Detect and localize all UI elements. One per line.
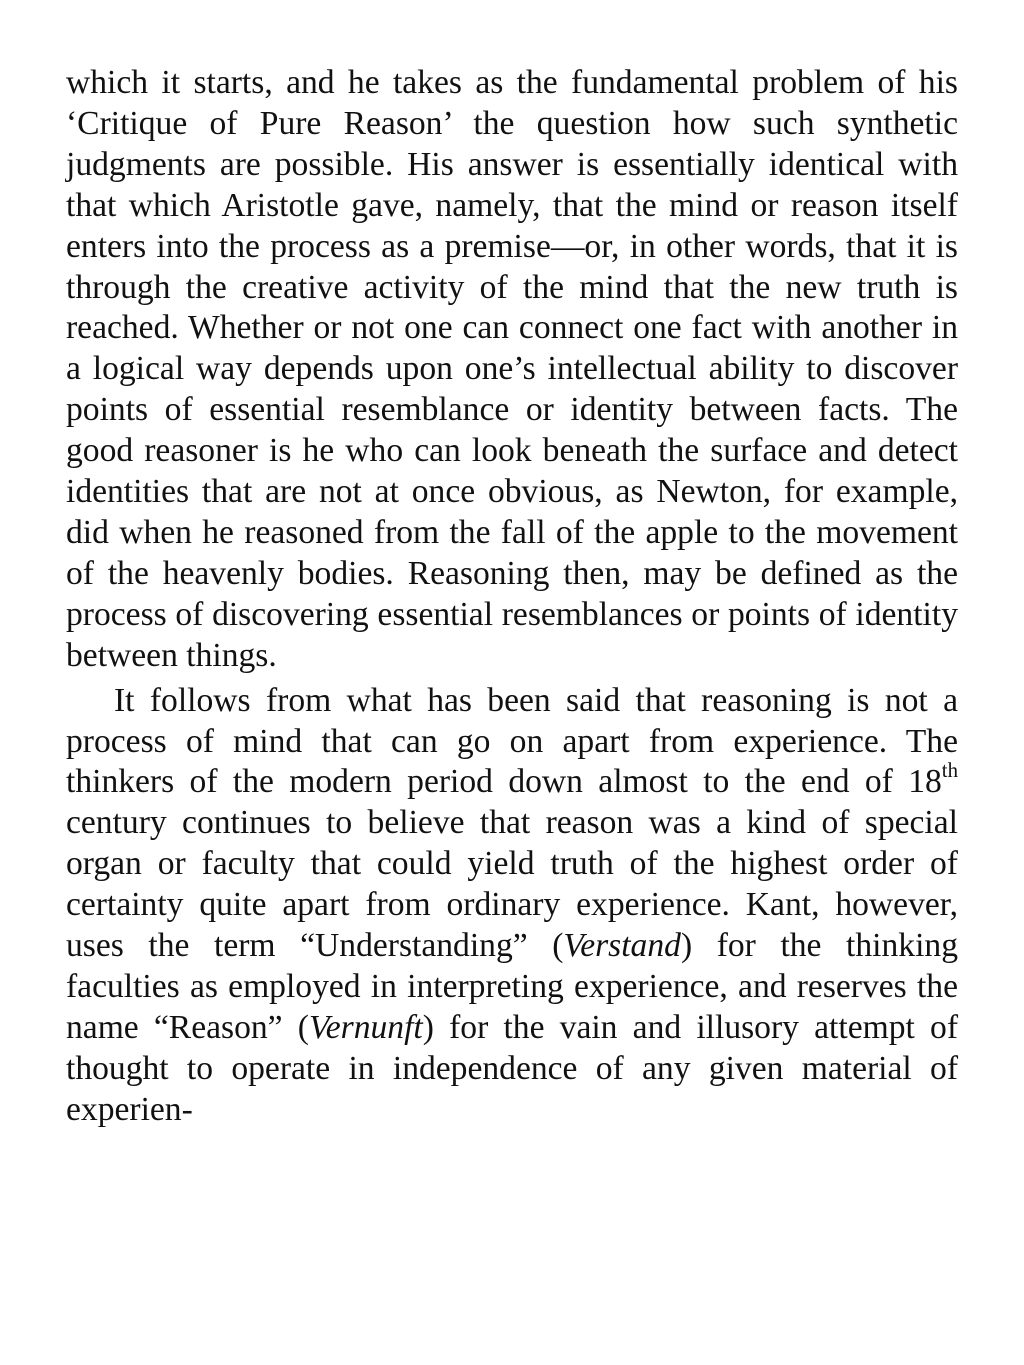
- italic-term-vernunft: Vernunft: [308, 1008, 423, 1046]
- paragraph-1-text: which it starts, and he takes as the fundamental problem of his ‘Critique of Pure Reason’ the question how such synthetic judgments are possible. His answer is essentially identical with that which Aristotle gave, namely, that the mind or reason itself enters into the process as a premise—or, in other words, that it is through the creative activity of the mind that the new truth is reached. Whether or not one can connect one fact with another in a logical way depends upon one’s intellectual ability to discover points of essential resemblance or identity between facts. The good reasoner is he who can look beneath the surface and detect identities that are not at once obvious, as Newton, for example, did when he reasoned from the fall of the apple to the movement of the heavenly bodies. Reasoning then, may be defined as the process of discovering essential resemblances or points of identity between things.: [66, 64, 958, 674]
- paragraph-2-text-d: ) for the vain and illusory attempt of thought to operate in independence of any given material of experien-: [66, 1008, 958, 1128]
- paragraph-2-text-c: ) for the thinking faculties as employed in interpreting experience, and reserves the name “Reason” (: [66, 927, 958, 1046]
- paragraph-2-text-b: century continues to believe that reason was a kind of special organ or faculty that could yield truth of the highest order of certainty quite apart from ordinary experience. Kant, however, uses the term “Understanding” (: [66, 804, 958, 965]
- paragraph-1: [66, 63, 958, 677]
- paragraph-2-text-a: It follows from what has been said that reasoning is not a process of mind that can go on apart from experience. The thinkers of the modern period down almost to the end of 18: [66, 681, 958, 801]
- italic-term-verstand: Verstand: [563, 927, 681, 965]
- paragraph-2: [66, 681, 958, 1131]
- superscript-ordinal: th: [941, 758, 958, 783]
- document-page: [66, 63, 958, 1131]
